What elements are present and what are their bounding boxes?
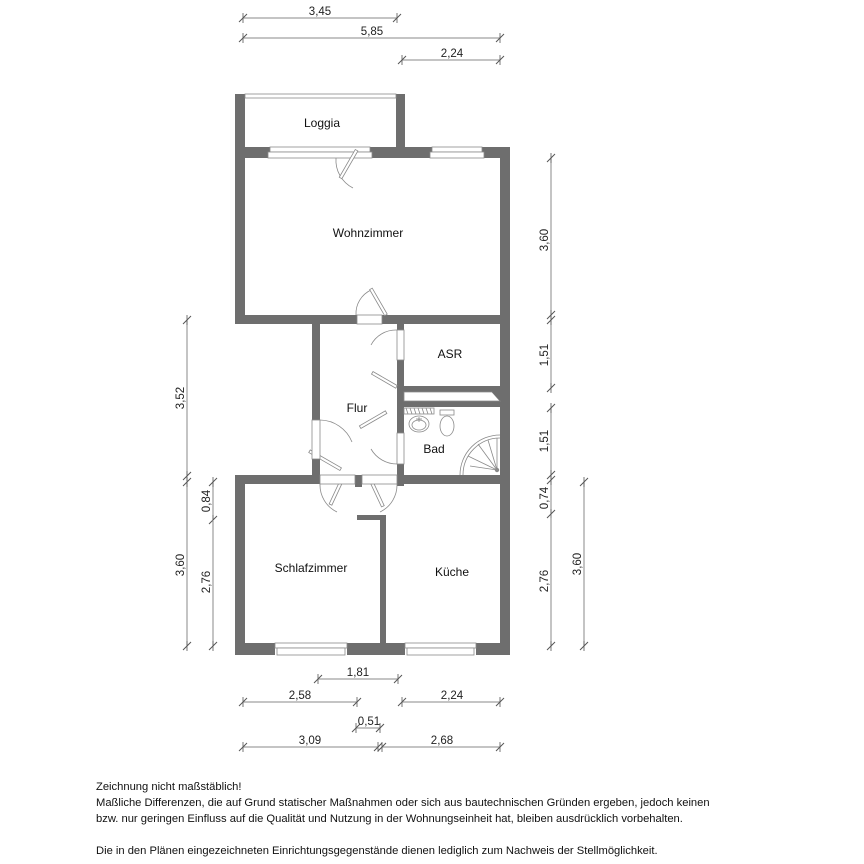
note-differences-2: bzw. nur geringen Einfluss auf die Qualität und Nutzung in der Wohnungseinheit hat, bleiben ausdrücklich vorbehalten. — [96, 813, 683, 825]
dim-bottom-2-68: 2,68 — [430, 735, 454, 747]
loggia-railing — [245, 94, 396, 98]
dim-left-3-52: 3,52 — [175, 386, 187, 410]
room-label-bad: Bad — [423, 442, 445, 456]
note-spacer — [96, 827, 856, 843]
room-label-flur: Flur — [346, 401, 368, 415]
dim-left-2-76: 2,76 — [201, 570, 213, 594]
dimensions-left — [183, 315, 217, 651]
dim-right-0-74: 0,74 — [539, 486, 551, 510]
door-schlafzimmer — [320, 475, 355, 512]
disclaimer-notes — [96, 779, 856, 859]
bathroom-fixtures — [404, 408, 500, 475]
dimensions-right — [547, 153, 588, 651]
dim-top-5-85: 5,85 — [360, 26, 384, 38]
dim-top-2-24: 2,24 — [440, 48, 464, 60]
sink-icon — [409, 416, 429, 432]
dim-right-2-76: 2,76 — [539, 569, 551, 593]
dimensions-top — [239, 13, 504, 65]
note-not-to-scale: Zeichnung nicht maßstäblich! — [96, 781, 242, 793]
note-differences-1: Maßliche Differenzen, die auf Grund statischer Maßnahmen oder sich aus bautechnischen Gründen ergeben, jedoch keinen — [96, 797, 710, 809]
room-label-schlafzimmer: Schlafzimmer — [274, 561, 348, 575]
dim-right-1-51-asr: 1,51 — [539, 343, 551, 367]
dim-bottom-3-09: 3,09 — [298, 735, 322, 747]
dim-left-0-84: 0,84 — [201, 489, 213, 513]
room-label-wohnzimmer: Wohnzimmer — [332, 226, 404, 240]
doors — [309, 150, 404, 513]
room-label-loggia: Loggia — [303, 116, 341, 130]
dim-top-3-45: 3,45 — [308, 6, 332, 18]
dim-right-3-60-outer: 3,60 — [572, 552, 584, 576]
shaft — [404, 392, 500, 401]
note-furnishings: Die in den Plänen eingezeichneten Einrichtungsgegenstände dienen lediglich zum Nachweis der Stellmöglichkeit. — [96, 845, 658, 857]
room-label-asr: ASR — [437, 347, 463, 361]
room-label-kueche: Küche — [434, 565, 470, 579]
dim-right-1-51-bad: 1,51 — [539, 429, 551, 453]
dim-bottom-2-58: 2,58 — [288, 690, 312, 702]
shower-icon — [460, 435, 500, 475]
door-kueche — [362, 475, 397, 512]
dim-bottom-1-81: 1,81 — [346, 667, 370, 679]
toilet-icon — [440, 410, 454, 436]
dim-bottom-0-51: 0,51 — [357, 716, 381, 728]
dim-bottom-2-24: 2,24 — [440, 690, 464, 702]
dimensions-bottom — [239, 674, 504, 752]
dim-left-3-60: 3,60 — [175, 553, 187, 577]
dim-right-3-60-top: 3,60 — [539, 228, 551, 252]
